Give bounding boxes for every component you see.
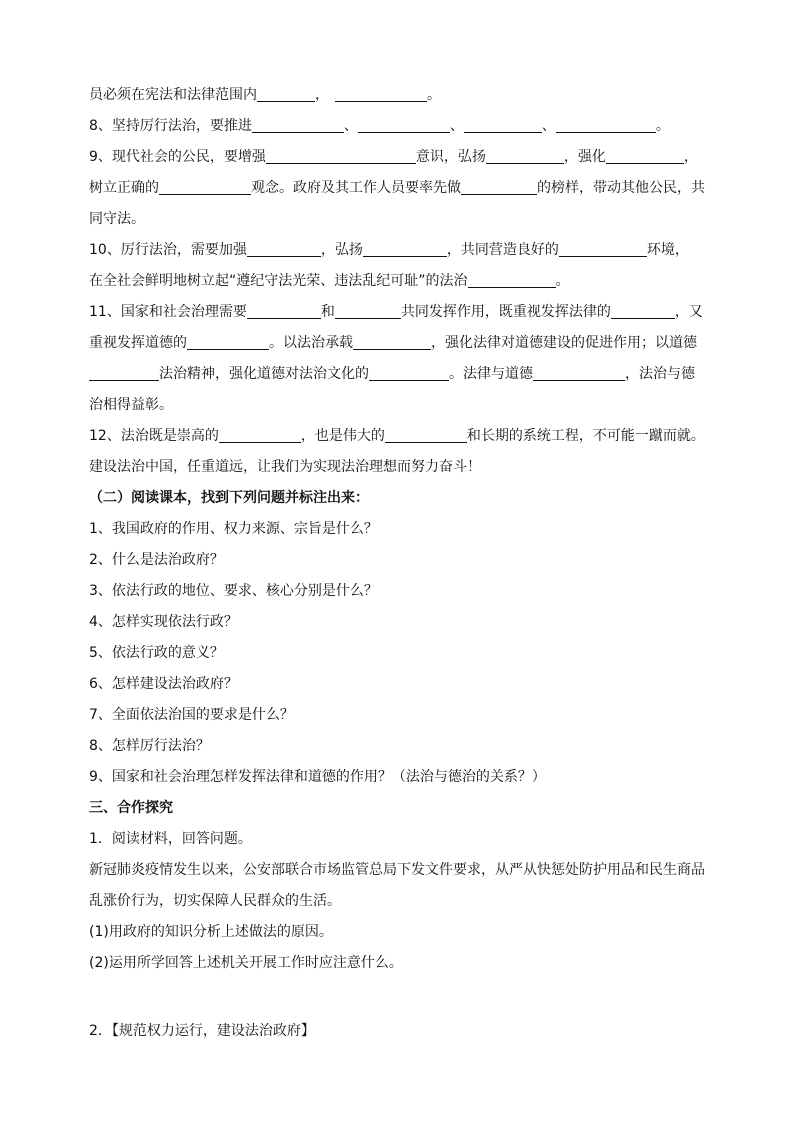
q11-line-1	[89, 297, 709, 328]
text: ，又	[674, 304, 703, 320]
text: 11、国家和社会治理需要	[89, 304, 247, 320]
text: ，	[683, 149, 698, 165]
answer-blank[interactable]	[257, 84, 315, 102]
document-page	[89, 80, 709, 1047]
text: 。法律与道德	[449, 366, 533, 382]
text: 共同发挥作用，既重视发挥法律的	[400, 304, 611, 320]
q9-line-1	[89, 142, 709, 173]
text: 的榜样，带动其他公民，共	[537, 180, 705, 196]
q7-tail-line	[89, 80, 709, 111]
material-line-1: 新冠肺炎疫情发生以来，公安部联合市场监管总局下发文件要求，从严从快惩处防护用品和民生商品	[89, 862, 705, 878]
q11-line-3	[89, 359, 709, 390]
material-line-2: 乱涨价行为，切实保障人民群众的生活。	[89, 893, 341, 909]
q11-line-2	[89, 328, 709, 359]
text: 。	[427, 87, 441, 103]
answer-blank[interactable]	[385, 425, 467, 443]
q9-line-3: 同守法。	[89, 211, 145, 227]
text: 、	[541, 118, 556, 134]
answer-blank[interactable]	[247, 239, 321, 257]
answer-blank[interactable]	[335, 84, 427, 102]
question-7: 7、全面依法治国的要求是什么？	[89, 707, 294, 723]
text: 、	[343, 118, 358, 134]
answer-blank[interactable]	[247, 301, 321, 319]
text: 12、法治既是崇高的	[89, 428, 219, 444]
question-1: 1、我国政府的作用、权力来源、宗旨是什么？	[89, 521, 378, 537]
text: 。	[555, 273, 570, 289]
answer-blank[interactable]	[89, 363, 159, 381]
item-1-title: 1．阅读材料，回答问题。	[89, 831, 252, 847]
question-3: 3、依法行政的地位、要求、核心分别是什么？	[89, 583, 378, 599]
answer-blank[interactable]	[266, 146, 416, 164]
answer-blank[interactable]	[187, 332, 269, 350]
text: 。	[655, 118, 670, 134]
answer-blank[interactable]	[358, 115, 450, 133]
answer-blank[interactable]	[559, 239, 647, 257]
text: 10、厉行法治，需要加强	[89, 242, 247, 258]
text: 和	[320, 304, 335, 320]
text: 意识，弘扬	[415, 149, 486, 165]
text: ，也是伟大的	[300, 428, 385, 444]
text: 和长期的系统工程，不可能一蹴而就。	[466, 428, 705, 444]
section-three-heading: 三、合作探究	[89, 800, 173, 816]
question-2: 2、什么是法治政府？	[89, 552, 224, 568]
question-9: 9、国家和社会治理怎样发挥法律和道德的作用？（法治与德治的关系？）	[89, 769, 546, 785]
answer-blank[interactable]	[369, 363, 449, 381]
answer-blank[interactable]	[556, 115, 656, 133]
text: 员必须在宪法和法律范围内	[89, 87, 257, 103]
text: 树立正确的	[89, 180, 159, 196]
answer-blank[interactable]	[486, 146, 564, 164]
answer-blank[interactable]	[219, 425, 301, 443]
text: ，法治与德	[625, 366, 695, 382]
question-5: 5、依法行政的意义？	[89, 645, 224, 661]
text: ，强化	[563, 149, 606, 165]
text: ，	[315, 87, 329, 103]
question-4: 4、怎样实现依法行政？	[89, 614, 238, 630]
q8-line	[89, 111, 709, 142]
answer-blank[interactable]	[159, 177, 251, 195]
text: 、	[449, 118, 464, 134]
answer-blank[interactable]	[252, 115, 344, 133]
text: 8、坚持厉行法治，要推进	[89, 118, 252, 134]
text: ，共同营造良好的	[446, 242, 559, 258]
text: 9、现代社会的公民，要增强	[89, 149, 266, 165]
section-two-heading: （二）阅读课本，找到下列问题并标注出来：	[89, 490, 369, 506]
q10-line-2	[89, 266, 709, 297]
answer-blank[interactable]	[611, 301, 675, 319]
answer-blank[interactable]	[461, 177, 537, 195]
q12-line-2: 建设法治中国，任重道远，让我们为实现法治理想而努力奋斗！	[89, 459, 481, 475]
sub-question-2: (2)运用所学回答上述机关开展工作时应注意什么。	[89, 955, 403, 971]
q10-line-1	[89, 235, 709, 266]
answer-blank[interactable]	[464, 115, 542, 133]
answer-blank[interactable]	[533, 363, 625, 381]
answer-blank[interactable]	[335, 301, 401, 319]
answer-blank[interactable]	[363, 239, 447, 257]
text: ，强化法律对道德建设的促进作用；以道德	[431, 335, 697, 351]
answer-blank[interactable]	[468, 270, 556, 288]
answer-blank[interactable]	[606, 146, 684, 164]
question-6: 6、怎样建设法治政府？	[89, 676, 238, 692]
text: ，弘扬	[320, 242, 363, 258]
spacer	[89, 979, 709, 1010]
q12-line-1	[89, 421, 709, 452]
text: 。以法治承载	[269, 335, 353, 351]
text: 重视发挥道德的	[89, 335, 187, 351]
text: 法治精神，强化道德对法治文化的	[159, 366, 369, 382]
text: 环境，	[646, 242, 689, 258]
sub-question-1: (1)用政府的知识分析上述做法的原因。	[89, 924, 333, 940]
q11-line-4: 治相得益彰。	[89, 397, 173, 413]
text: 观念。政府及其工作人员要率先做	[251, 180, 461, 196]
answer-blank[interactable]	[353, 332, 431, 350]
item-2-title: 2．【规范权力运行，建设法治政府】	[89, 1023, 315, 1039]
question-8: 8、怎样厉行法治？	[89, 738, 210, 754]
q9-line-2	[89, 173, 709, 204]
text: 在全社会鲜明地树立起“遵纪守法光荣、违法乱纪可耻”的法治	[89, 273, 468, 289]
